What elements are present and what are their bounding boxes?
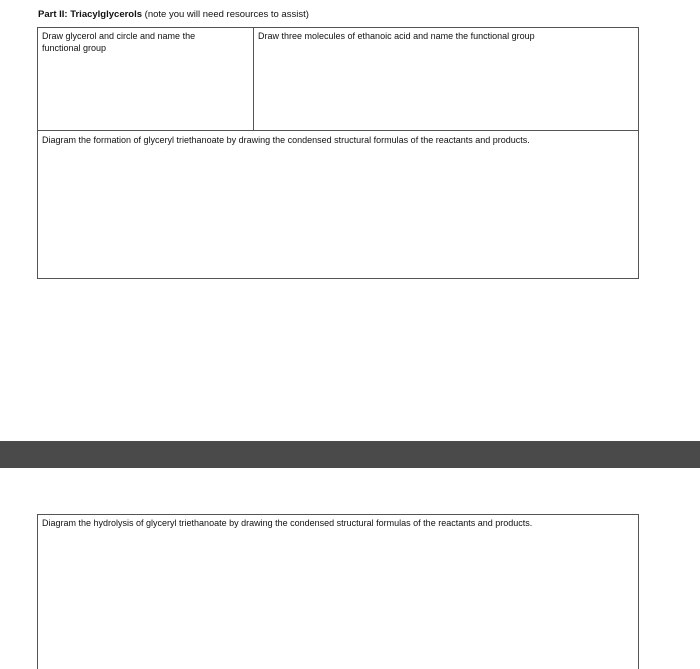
- table2-left-border: [37, 514, 38, 669]
- table1-row-divider: [37, 130, 639, 131]
- table1-bottom-border: [37, 278, 639, 279]
- glycerol-cell-prompt: Draw glycerol and circle and name the functional group: [42, 31, 196, 53]
- table1-right-border: [638, 27, 639, 279]
- section-note: (note you will need resources to assist): [142, 9, 309, 20]
- hydrolysis-cell-prompt: Diagram the hydrolysis of glyceryl triethanoate by drawing the condensed structural formulas of the reactants and products.: [42, 518, 533, 528]
- page-separator-band: [0, 441, 700, 468]
- table2-right-border: [638, 514, 639, 669]
- section-heading: [38, 9, 309, 20]
- table2-top-border: [37, 514, 639, 515]
- table1-top-border: [37, 27, 639, 28]
- section-title: Part II: Triacylglycerols: [38, 9, 143, 20]
- table1-column-divider: [253, 27, 254, 131]
- formation-cell-prompt: Diagram the formation of glyceryl triethanoate by drawing the condensed structural formulas of the reactants and products.: [42, 135, 530, 145]
- table1-left-border: [37, 27, 38, 279]
- ethanoic-acid-cell-prompt: Draw three molecules of ethanoic acid and name the functional group: [258, 31, 535, 41]
